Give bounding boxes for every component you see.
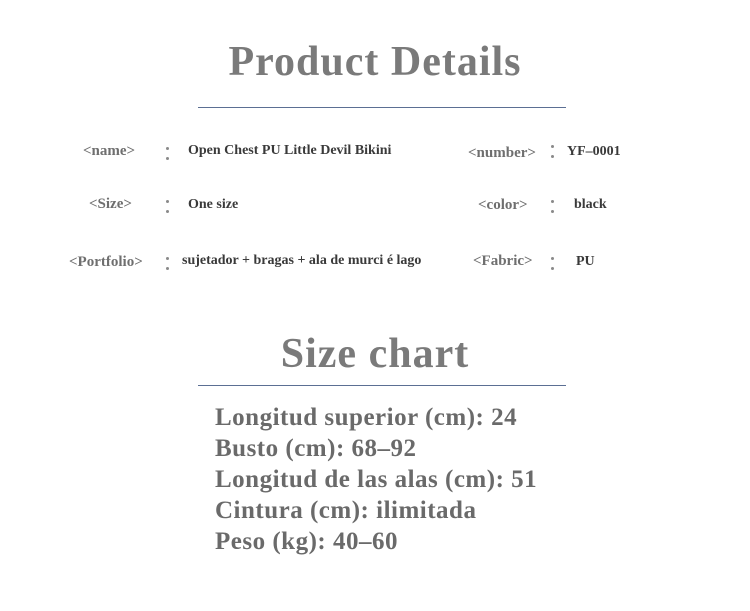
- number-value: YF‒0001: [567, 144, 621, 159]
- colon-separator: [166, 198, 170, 214]
- size-value: One size: [188, 197, 239, 212]
- colon-separator: [551, 255, 555, 271]
- size-chart-line: Longitud superior (cm): 24: [215, 404, 518, 431]
- name-value: Open Chest PU Little Devil Bikini: [188, 143, 392, 158]
- title-divider: [198, 107, 566, 108]
- color-label: <color>: [478, 197, 528, 213]
- fabric-value: PU: [576, 254, 595, 269]
- size-chart-line: Cintura (cm): ilimitada: [215, 497, 477, 524]
- size-chart-title: Size chart: [280, 331, 470, 377]
- size-chart-list: [215, 402, 537, 557]
- colon-separator: [166, 255, 170, 271]
- size-chart-divider: [198, 385, 566, 386]
- size-label: <Size>: [89, 196, 132, 212]
- portfolio-value: sujetador + bragas + ala de murci é lago: [182, 253, 422, 268]
- name-label: <name>: [83, 143, 136, 159]
- number-label: <number>: [468, 145, 536, 161]
- fabric-label: <Fabric>: [473, 253, 533, 269]
- color-value: black: [574, 197, 607, 212]
- size-chart-line: Peso (kg): 40‒60: [215, 528, 398, 555]
- colon-separator: [551, 143, 555, 159]
- portfolio-label: <Portfolio>: [69, 254, 143, 270]
- product-details-title: Product Details: [228, 39, 522, 85]
- size-chart-line: Busto (cm): 68‒92: [215, 435, 417, 462]
- colon-separator: [166, 145, 170, 161]
- size-chart-line: Longitud de las alas (cm): 51: [215, 466, 538, 493]
- colon-separator: [551, 198, 555, 214]
